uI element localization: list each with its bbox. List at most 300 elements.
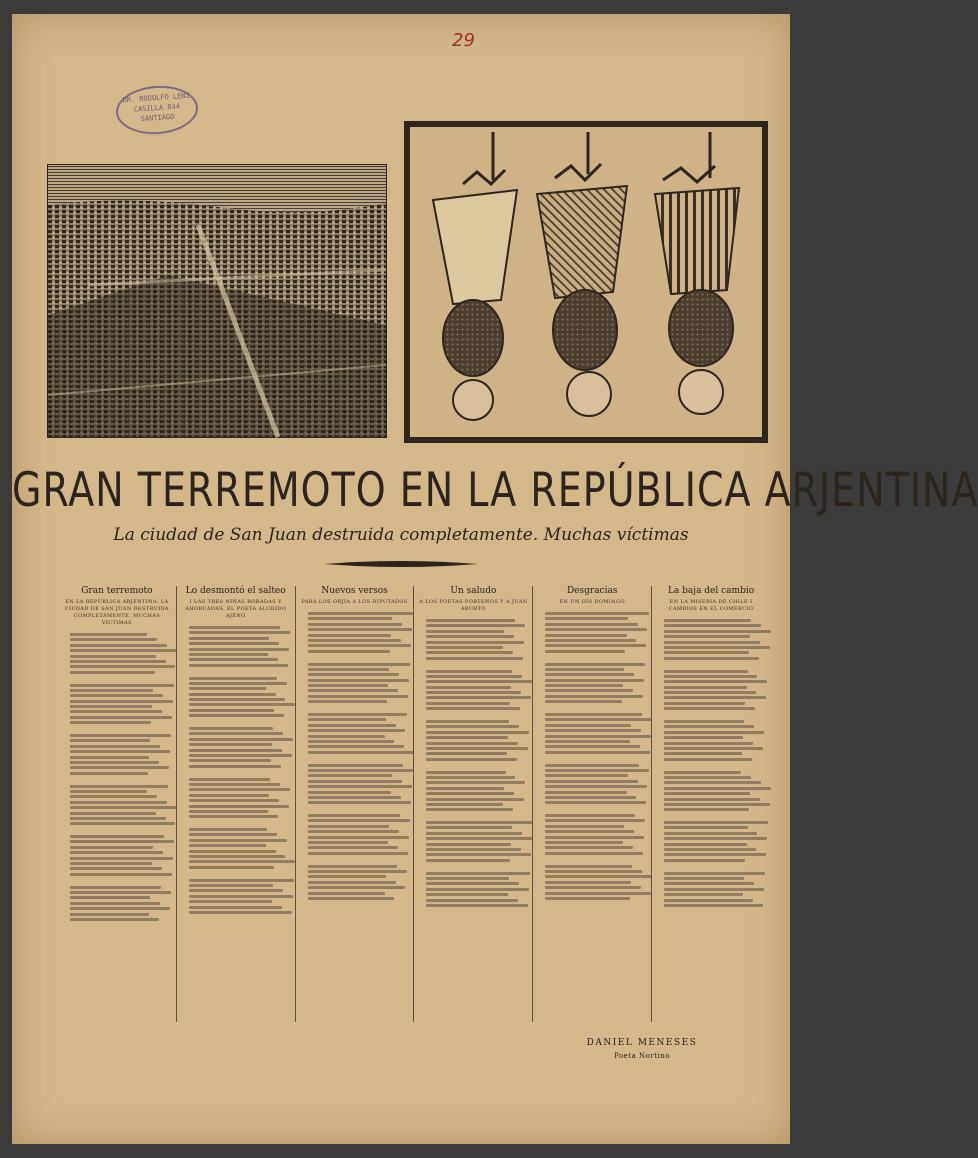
verse-line [426, 776, 515, 779]
verse-line [664, 821, 768, 824]
verse-line [545, 830, 634, 833]
verse-line [426, 619, 515, 622]
verse-line [189, 799, 279, 802]
verse-line [308, 639, 401, 642]
verse-line [664, 798, 760, 801]
verse-line [308, 695, 408, 698]
verse-line [70, 873, 172, 876]
verse-line [545, 892, 650, 895]
verse-line [545, 852, 643, 855]
verse-line [189, 844, 266, 847]
verse-line [308, 684, 388, 687]
poem-text [300, 612, 410, 900]
verse-line [545, 819, 645, 822]
verse-line [664, 808, 749, 811]
verse-line [664, 853, 766, 856]
verse-line [664, 736, 743, 739]
verse-line [545, 841, 623, 844]
poem-column [532, 586, 651, 1022]
verse-line [308, 892, 385, 895]
verse-line [189, 642, 279, 645]
verse-line [308, 751, 415, 754]
verse-line [70, 835, 164, 838]
verse-line [545, 713, 642, 716]
verse-line [70, 801, 167, 804]
verse-line [308, 729, 406, 732]
verse-line [664, 859, 745, 862]
verse-line [189, 631, 290, 634]
verse-line [545, 623, 637, 626]
verse-line [70, 902, 160, 905]
verse-line [426, 882, 518, 885]
verse-line [181, 720, 291, 725]
verse-line [70, 822, 175, 825]
verse-line [70, 896, 150, 899]
verse-line [70, 756, 149, 759]
poem-text [537, 612, 647, 900]
verse-line [545, 612, 648, 615]
verse-line [189, 889, 283, 892]
verse-line [308, 650, 390, 653]
poem-title: Un saludo [450, 586, 497, 596]
verse-line [664, 696, 766, 699]
verse-line [70, 684, 174, 687]
verse-line [664, 725, 754, 728]
verse-line [189, 738, 293, 741]
verse-line [664, 843, 746, 846]
verse-line [189, 664, 288, 667]
verse-line [426, 747, 527, 750]
poem-title: La baja del cambio [667, 586, 755, 596]
verse-line [664, 624, 761, 627]
verse-line [300, 807, 410, 812]
stamp-line-1: DR. RODOLFO LENZ [122, 91, 191, 105]
verse-line [308, 865, 397, 868]
verse-line [189, 648, 289, 651]
verse-line [426, 725, 518, 728]
verse-line [181, 871, 291, 876]
verse-line [70, 721, 151, 724]
verse-line [545, 764, 638, 767]
verse-line [308, 634, 391, 637]
verse-line [308, 886, 406, 889]
verse-line [426, 742, 517, 745]
verse-line [189, 703, 296, 706]
verse-line [664, 872, 765, 875]
verse-line [189, 754, 292, 757]
verse-line [664, 702, 745, 705]
verse-line [545, 644, 646, 647]
verse-line [664, 837, 767, 840]
verse-line [70, 689, 153, 692]
verse-line [189, 815, 278, 818]
subtitle: La ciudad de San Juan destruida completamente. Muchas víctimas [113, 525, 689, 545]
verse-line [70, 638, 157, 641]
verse-line [426, 877, 508, 880]
verse-line [664, 877, 744, 880]
verse-line [70, 700, 173, 703]
stamp-line-2: CASILLA 844 [133, 102, 181, 114]
verse-line [189, 709, 275, 712]
verse-line [189, 743, 272, 746]
verse-line [545, 814, 635, 817]
verse-line [545, 663, 645, 666]
verse-line [545, 684, 623, 687]
verse-line [426, 630, 504, 633]
verse-line [426, 752, 506, 755]
verse-line [426, 826, 512, 829]
verse-line [426, 904, 527, 907]
verse-line [189, 895, 293, 898]
verse-line [70, 913, 149, 916]
verse-line [70, 739, 150, 742]
verse-line [426, 893, 507, 896]
verse-line [308, 764, 404, 767]
verse-line [426, 848, 520, 851]
poem-title: Lo desmontó el salteo [185, 586, 286, 596]
verse-line [189, 833, 277, 836]
verse-line [300, 655, 410, 660]
verse-line [545, 718, 652, 721]
verse-line [70, 806, 177, 809]
verse-line [189, 783, 280, 786]
verse-line [308, 644, 411, 647]
verse-line [189, 749, 282, 752]
poem-column [651, 586, 770, 1022]
verse-line [189, 788, 290, 791]
verse-line [545, 836, 644, 839]
verse-line [545, 870, 642, 873]
poem-column [58, 586, 176, 1022]
verse-line [426, 651, 513, 654]
verse-line [189, 765, 281, 768]
verse-line [545, 617, 627, 620]
verse-line [70, 745, 160, 748]
verse-line [70, 750, 170, 753]
verse-line [426, 808, 513, 811]
verse-line [426, 787, 504, 790]
verse-line [664, 832, 757, 835]
verse-line [545, 769, 648, 772]
verse-line [426, 843, 511, 846]
verse-line [308, 769, 413, 772]
verse-line [308, 852, 408, 855]
verse-line [545, 780, 637, 783]
verse-line [664, 792, 750, 795]
verse-line [418, 713, 528, 718]
verse-line [189, 860, 296, 863]
verse-line [426, 720, 508, 723]
city-engraving [47, 164, 387, 438]
verse-line [426, 837, 531, 840]
verse-line [664, 747, 763, 750]
verse-line [426, 872, 529, 875]
verse-line [308, 745, 405, 748]
author-name: DANIEL MENESES [586, 1038, 698, 1048]
library-stamp [114, 83, 199, 137]
verse-line [308, 612, 413, 615]
verse-line [537, 756, 647, 761]
verse-line [189, 906, 282, 909]
verse-line [545, 801, 646, 804]
stamp-line-3: SANTIAGO [140, 112, 175, 124]
verse-line [189, 714, 285, 717]
verse-line [545, 825, 624, 828]
verse-line [537, 655, 647, 660]
hanged-figures-woodcut [405, 122, 767, 442]
verse-line [426, 758, 516, 761]
verse-line [70, 857, 173, 860]
verse-line [545, 689, 633, 692]
verse-line [62, 878, 172, 883]
verse-line [308, 623, 402, 626]
poem-subtitle: PARA LOS ORJIA A LOS DIPUTADOS [301, 599, 408, 605]
verse-line [300, 857, 410, 862]
verse-line [664, 675, 757, 678]
verse-line [545, 668, 624, 671]
verse-line [426, 675, 522, 678]
verse-line [70, 918, 159, 921]
verse-line [664, 848, 756, 851]
verse-line [664, 657, 758, 660]
verse-line [189, 626, 280, 629]
verse-line [545, 865, 632, 868]
verse-line [70, 644, 167, 647]
main-title: GRAN TERREMOTO EN LA REPÚBLICA ARJENTINA [12, 462, 978, 517]
verse-line [664, 776, 751, 779]
verse-line [70, 705, 152, 708]
verse-line [70, 716, 172, 719]
verse-line [70, 649, 177, 652]
verse-line [308, 673, 399, 676]
verse-line [300, 756, 410, 761]
verse-line [189, 687, 266, 690]
verse-line [426, 771, 505, 774]
verse-line [426, 888, 528, 891]
verse-line [70, 766, 169, 769]
verse-line [418, 763, 528, 768]
verse-line [308, 617, 393, 620]
poem-column [295, 586, 414, 1022]
verse-line [189, 839, 287, 842]
verse-line [308, 785, 412, 788]
verse-line [418, 864, 528, 869]
verse-line [308, 814, 400, 817]
verse-line [426, 781, 525, 784]
verse-line [62, 828, 172, 833]
poem-text [656, 619, 766, 907]
verse-line [545, 875, 652, 878]
verse-line [656, 713, 766, 718]
verse-line [181, 669, 291, 674]
verse-line [300, 706, 410, 711]
verse-line [545, 785, 647, 788]
poem-title: Nuevos versos [321, 586, 388, 596]
verse-line [426, 731, 528, 734]
author-role: Poeta Nortino [614, 1052, 670, 1060]
verse-line [189, 778, 270, 781]
verse-line [664, 904, 763, 907]
verse-line [70, 665, 175, 668]
verse-line [70, 734, 171, 737]
title-ornament [324, 560, 478, 568]
verse-line [70, 655, 156, 658]
verse-line [70, 851, 163, 854]
verse-line [189, 884, 274, 887]
verse-line [70, 694, 163, 697]
verse-line [189, 828, 267, 831]
verse-line [426, 691, 520, 694]
poem-column [413, 586, 532, 1022]
verse-line [308, 735, 385, 738]
verse-line [308, 846, 398, 849]
verse-line [70, 812, 156, 815]
verse-line [545, 634, 626, 637]
verse-line [62, 727, 172, 732]
verse-line [308, 724, 396, 727]
verse-line [426, 641, 524, 644]
verse-line [189, 866, 275, 869]
poem-subtitle: EN UN DÍA DOMINGO [559, 599, 625, 605]
verse-line [70, 790, 147, 793]
verse-line [70, 761, 159, 764]
verse-line [189, 794, 269, 797]
verse-line [545, 791, 626, 794]
verse-line [426, 899, 517, 902]
verse-line [664, 619, 751, 622]
verse-line [418, 662, 528, 667]
poem-columns [58, 586, 770, 1022]
verse-line [62, 777, 172, 782]
verse-line [70, 772, 148, 775]
verse-line [308, 796, 401, 799]
verse-line [308, 774, 393, 777]
verse-line [545, 628, 647, 631]
verse-line [308, 713, 407, 716]
verse-line [664, 899, 753, 902]
poem-text [181, 626, 291, 914]
verse-line [545, 695, 643, 698]
verse-line [308, 718, 386, 721]
verse-line [545, 897, 630, 900]
verse-line [308, 801, 411, 804]
verse-line [664, 803, 769, 806]
verse-line [189, 850, 276, 853]
verse-line [545, 846, 633, 849]
verse-line [537, 706, 647, 711]
verse-line [664, 888, 764, 891]
verse-line [426, 670, 512, 673]
poem-column [176, 586, 295, 1022]
verse-line [308, 825, 389, 828]
woodcut-svg [405, 122, 767, 442]
verse-line [70, 886, 161, 889]
verse-line [664, 635, 750, 638]
verse-line [426, 859, 509, 862]
verse-line [308, 881, 396, 884]
verse-line [308, 663, 410, 666]
verse-line [545, 724, 631, 727]
verse-line [664, 707, 755, 710]
verse-line [545, 740, 630, 743]
verse-line [656, 814, 766, 819]
verse-line [308, 841, 388, 844]
verse-line [426, 821, 533, 824]
verse-line [189, 911, 292, 914]
verse-line [189, 698, 286, 701]
verse-line [189, 900, 272, 903]
verse-line [181, 770, 291, 775]
signature [572, 1038, 712, 1060]
verse-line [664, 781, 761, 784]
page-number: 29 [452, 30, 475, 51]
verse-line [426, 680, 531, 683]
verse-line [545, 774, 627, 777]
verse-line [308, 700, 387, 703]
verse-line [189, 732, 283, 735]
verse-line [70, 862, 152, 865]
verse-line [537, 857, 647, 862]
verse-line [189, 879, 294, 882]
verse-line [664, 691, 756, 694]
verse-line [426, 853, 530, 856]
verse-line [426, 686, 511, 689]
verse-line [545, 639, 636, 642]
verse-line [426, 624, 525, 627]
verse-line [545, 886, 641, 889]
verse-line [70, 795, 157, 798]
verse-line [70, 633, 147, 636]
verse-line [70, 660, 166, 663]
verse-line [308, 780, 402, 783]
verse-line [426, 696, 530, 699]
verse-line [189, 693, 276, 696]
verse-line [426, 832, 522, 835]
verse-line [308, 836, 409, 839]
verse-line [189, 637, 269, 640]
verse-line [664, 893, 743, 896]
verse-line [189, 759, 271, 762]
verse-line [308, 679, 409, 682]
verse-line [537, 807, 647, 812]
verse-line [426, 635, 514, 638]
verse-line [308, 689, 398, 692]
verse-line [545, 745, 639, 748]
verse-line [545, 650, 625, 653]
verse-line [426, 798, 524, 801]
verse-line [545, 881, 631, 884]
verse-line [426, 646, 503, 649]
verse-line [418, 814, 528, 819]
verse-line [189, 677, 277, 680]
verse-line [189, 658, 278, 661]
verse-line [656, 864, 766, 869]
verse-line [308, 897, 395, 900]
verse-line [189, 810, 268, 813]
verse-line [70, 907, 170, 910]
poem-subtitle: EN LA REPÚBLICA ARJENTINA. LA CIUDAD DE SAN JUAN DESTRUIDA COMPLETAMENTE. MUCHAS VÍCTIMAS [64, 599, 170, 626]
verse-line [656, 763, 766, 768]
verse-line [62, 676, 172, 681]
verse-line [308, 628, 412, 631]
poem-text [62, 633, 172, 921]
verse-line [664, 731, 764, 734]
verse-line [545, 673, 634, 676]
verse-line [70, 710, 162, 713]
poem-text [418, 619, 528, 907]
verse-line [664, 742, 753, 745]
verse-line [189, 855, 286, 858]
